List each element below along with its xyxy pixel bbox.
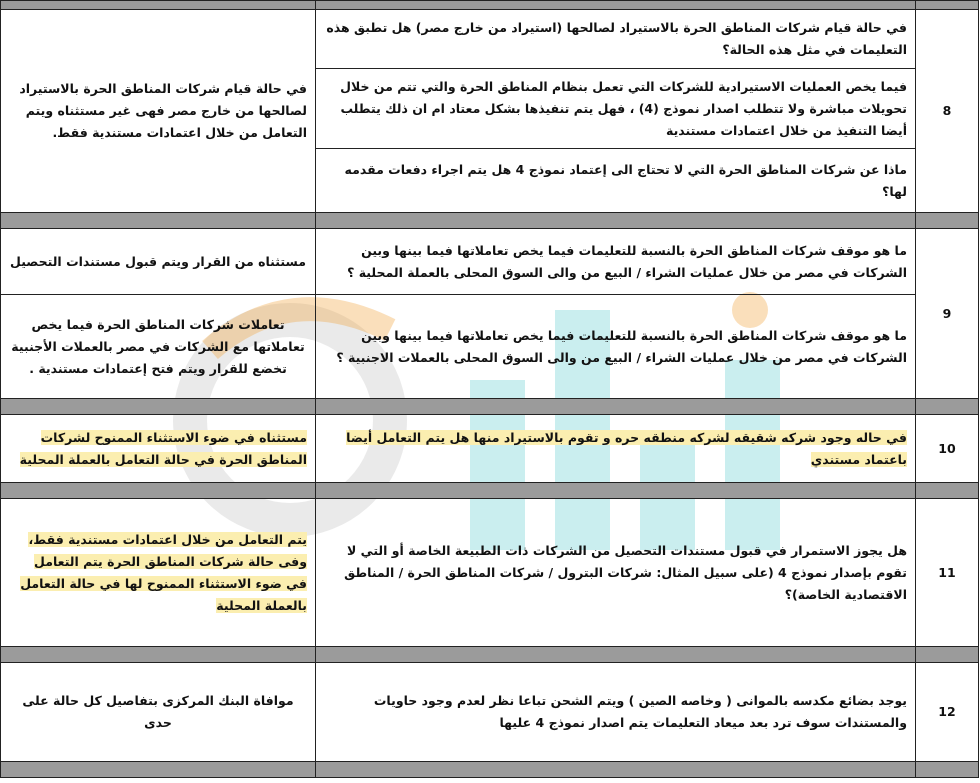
table-row — [1, 663, 979, 762]
answer-cell — [1, 415, 316, 483]
question-cell: في حالة قيام شركات المناطق الحرة بالاستيراد لصالحها (استيراد من خارج مصر) هل تطبق هذه التعليمات في مثل هذه الحالة؟ — [316, 10, 916, 69]
separator-row — [1, 1, 979, 10]
answer-cell: تعاملات شركات المناطق الحرة فيما يخص تعاملاتها مع الشركات في مصر بالعملات الأجنبية تخضع للقرار ويتم فتح إعتمادات مستندية . — [1, 295, 316, 399]
row-number: 10 — [916, 415, 979, 483]
separator-row — [1, 483, 979, 499]
answer-cell: في حالة قيام شركات المناطق الحرة بالاستيراد لصالحها من خارج مصر فهى غير مستثناه ويتم التعامل من خلال اعتمادات مستندية فقط. — [1, 10, 316, 213]
table-row — [1, 415, 979, 483]
question-cell: يوجد بضائع مكدسه بالموانى ( وخاصه الصين ) ويتم الشحن تباعا نظر لعدم وجود حاويات والمستندات سوف ترد بعد ميعاد التعليمات يتم اصدار نموذج 4 عليها — [316, 663, 916, 762]
table-row — [1, 229, 979, 295]
answer-cell — [1, 499, 316, 647]
highlighted-text: في حاله وجود شركه شقيقه لشركه منطقه حره و تقوم بالاستيراد منها هل يتم التعامل أيضا باعتماد مستندي — [346, 429, 907, 467]
highlighted-text: يتم التعامل من خلال اعتمادات مستندية فقط، وفى حالة شركات المناطق الحرة يتم التعامل في ضوء الاستثناء الممنوح لها في حالة التعامل بالعملة المحلية — [20, 531, 307, 613]
row-number: 8 — [916, 10, 979, 213]
question-cell: هل يجوز الاستمرار في قبول مستندات التحصيل من الشركات ذات الطبيعة الخاصة أو التي لا تقوم بإصدار نموذج 4 (على سبيل المثال: شركات البترول / شركات المناطق الحرة / المناطق الاقتصادية الخاصة)؟ — [316, 499, 916, 647]
table-row — [1, 10, 979, 69]
separator-row — [1, 213, 979, 229]
answer-cell: مستثناه من القرار ويتم قبول مستندات التحصيل — [1, 229, 316, 295]
question-cell: ما هو موقف شركات المناطق الحرة بالنسبة للتعليمات فيما يخص تعاملاتها فيما بينها وبين الشركات في مصر من خلال عمليات الشراء / البيع من والى السوق المحلى بالعملة المحلية ؟ — [316, 229, 916, 295]
table-row — [1, 499, 979, 647]
separator-row — [1, 399, 979, 415]
question-cell: فيما يخص العمليات الاستيرادية للشركات التي تعمل بنظام المناطق الحرة والتي تتم من خلال تحويلات مباشرة ولا تتطلب اصدار نموذج (4) ، فهل يتم تنفيذها بشكل معتاد ام ان ذلك يتطلب أيضا التنفيذ من خلال اعتمادات مستندية — [316, 69, 916, 149]
question-cell: ما هو موقف شركات المناطق الحرة بالنسبة للتعليمات فيما يخص تعاملاتها فيما بينها وبين الشركات في مصر من خلال عمليات الشراء / البيع من والى السوق المحلى بالعملات الاجنبية ؟ — [316, 295, 916, 399]
highlighted-text: مستثناه في ضوء الاستثناء الممنوح لشركات المناطق الحرة في حالة التعامل بالعملة المحلية — [19, 429, 307, 467]
question-cell: ماذا عن شركات المناطق الحرة التي لا تحتاج الى إعتماد نموذج 4 هل يتم اجراء دفعات مقدمه لها؟ — [316, 149, 916, 213]
table-row — [1, 295, 979, 399]
row-number: 11 — [916, 499, 979, 647]
row-number: 9 — [916, 229, 979, 399]
separator-row — [1, 647, 979, 663]
row-number: 12 — [916, 663, 979, 762]
separator-row — [1, 762, 979, 778]
question-cell — [316, 415, 916, 483]
answer-cell: موافاة البنك المركزى بتفاصيل كل حالة على حدى — [1, 663, 316, 762]
